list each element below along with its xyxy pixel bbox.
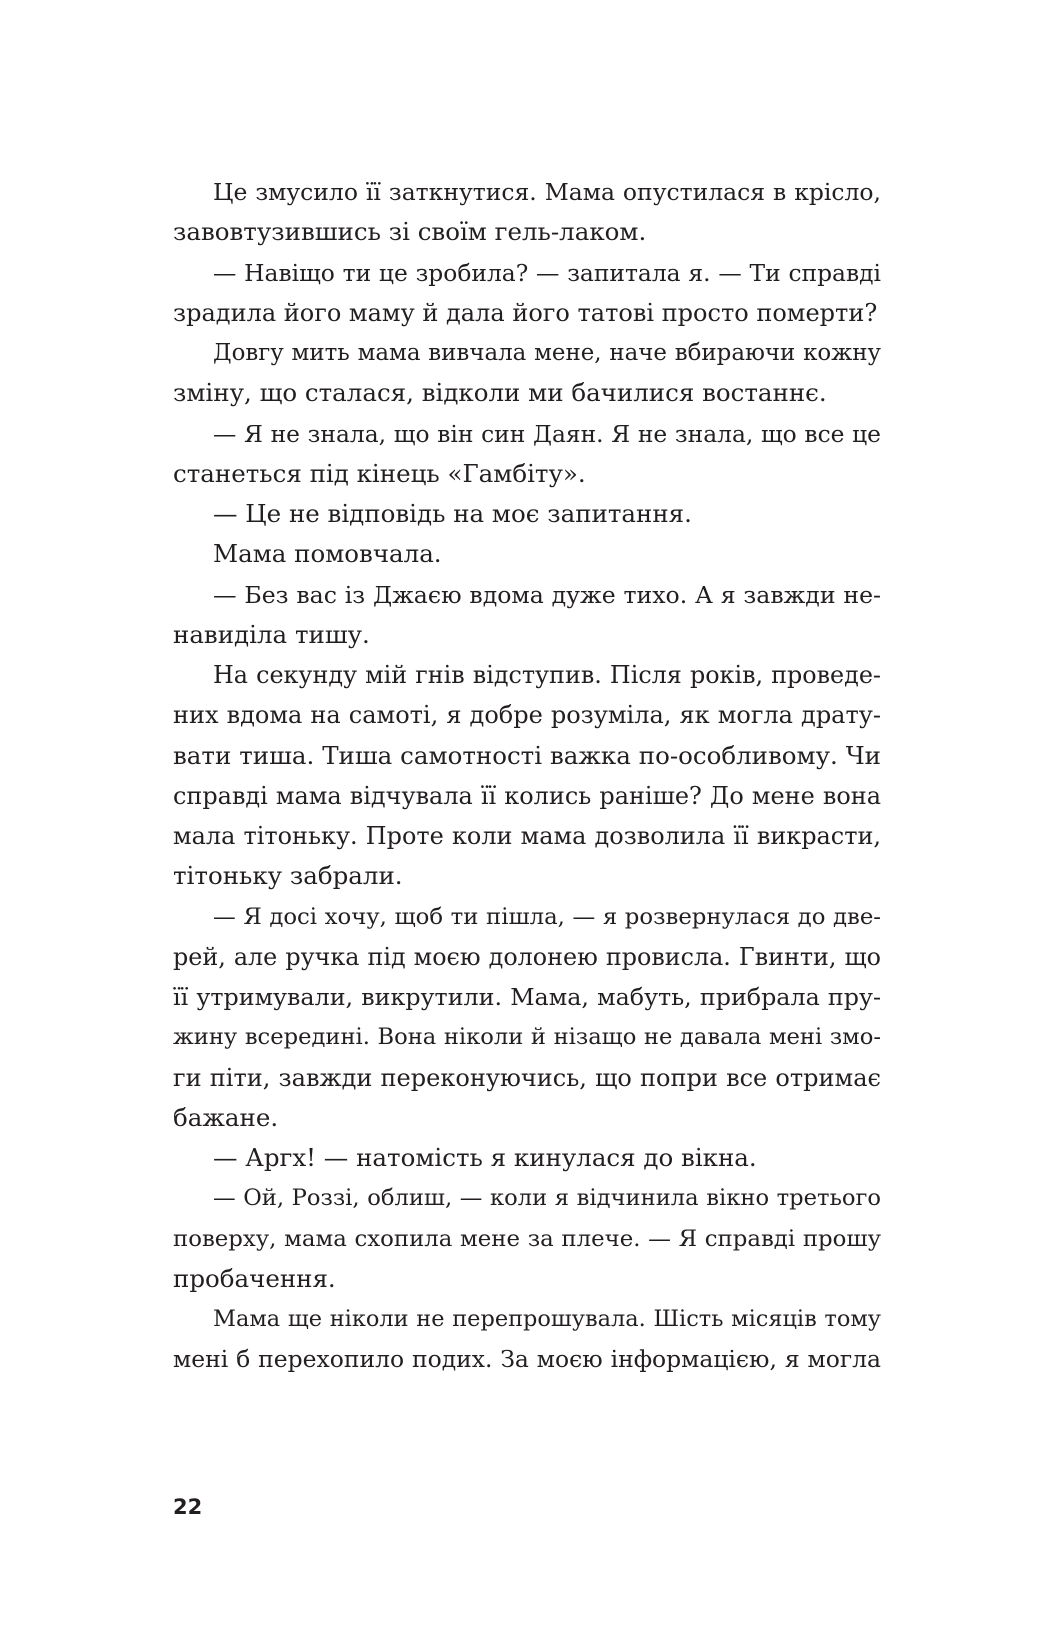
text-line: завовтузившись зі своїм гель-лаком. (173, 217, 647, 247)
page-number: 22 (173, 1495, 203, 1519)
text-line: Мама помовчала. (213, 539, 442, 569)
text-line: поверху, мама схопила мене за плече. — Я справді прошу (173, 1225, 881, 1252)
text-line: тітоньку забрали. (173, 861, 403, 891)
body-text (173, 172, 881, 1380)
text-line: Це змусило її заткнутися. Мама опустилася в крісло, (213, 178, 881, 206)
text-line: них вдома на самоті, я добре розуміла, як могла драту- (173, 701, 881, 730)
text-line: Довгу мить мама вивчала мене, наче вбираючи кожну (213, 340, 881, 366)
text-line: — Це не відповідь на моє запитання. (213, 499, 692, 528)
text-line: станеться під кінець «Гамбіту». (173, 458, 586, 488)
text-line: зрадила його маму й дала його татові просто померти? (173, 298, 878, 327)
text-line: — Я досі хочу, щоб ти пішла, — я розвернулася до две- (213, 903, 881, 930)
text-line: — Я не знала, що він син Даян. Я не знала, що все це (213, 419, 881, 448)
text-line: На секунду мій гнів відступив. Після років, проведе- (213, 661, 881, 689)
text-line: зміну, що сталася, відколи ми бачилися востаннє. (173, 378, 827, 408)
text-line: навиділа тишу. (173, 619, 370, 649)
text-line: — Навіщо ти це зробила? — запитала я. — Ти справді (213, 258, 881, 287)
text-line: справді мама відчувала її колись раніше? До мене вона (173, 781, 881, 810)
text-line: бажане. (173, 1102, 279, 1132)
text-line: її утримували, викрутили. Мама, мабуть, прибрала пру- (173, 983, 881, 1011)
text-line: жину всередині. Вона ніколи й нізащо не давала мені змо- (173, 1024, 881, 1051)
text-line: мала тітоньку. Проте коли мама дозволила її викрасти, (173, 822, 881, 850)
text-line: Мама ще ніколи не перепрошувала. Шість місяців тому (213, 1306, 881, 1332)
text-line: рей, але ручка під моєю долонею провисла. Гвинти, що (173, 942, 881, 971)
text-line: мені б перехопило подих. За моєю інформацією, я могла (173, 1345, 881, 1374)
text-line: — Без вас із Джаєю вдома дуже тихо. А я завжди не- (213, 580, 881, 609)
text-line: — Аргх! — натомість я кинулася до вікна. (213, 1143, 757, 1172)
text-line: ги піти, завжди переконуючись, що попри все отримає (173, 1063, 881, 1092)
text-line: пробачення. (173, 1263, 336, 1293)
text-line: вати тиша. Тиша самотності важка по-особливому. Чи (173, 740, 881, 770)
text-line: — Ой, Роззі, облиш, — коли я відчинила вікно третього (213, 1185, 881, 1212)
